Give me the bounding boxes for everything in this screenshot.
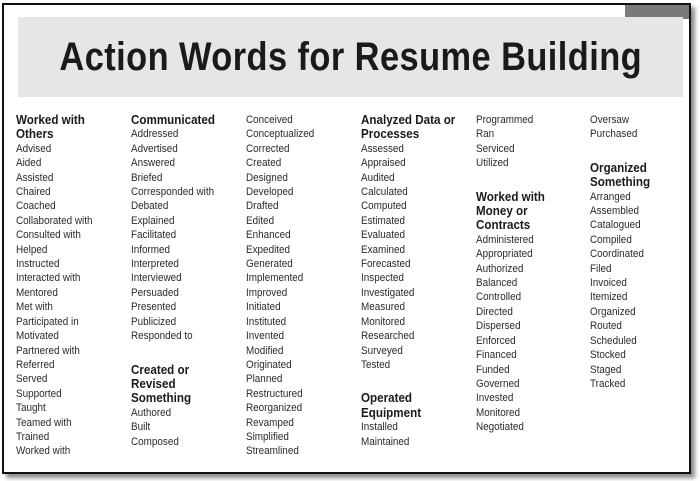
section-heading: Worked with — [476, 189, 545, 204]
action-word: Reorganized — [246, 402, 303, 415]
action-word: Monitored — [361, 315, 406, 328]
action-word: Instituted — [246, 315, 287, 328]
action-word: Originated — [246, 358, 292, 371]
section-heading: Created or — [131, 362, 190, 377]
action-word: Balanced — [476, 277, 518, 290]
section-heading: Money or — [476, 204, 528, 219]
section-heading: Revised — [131, 376, 176, 391]
action-word: Addressed — [131, 128, 179, 141]
action-word: Edited — [246, 214, 275, 227]
action-word: Evaluated — [361, 229, 406, 242]
action-word: Invoiced — [590, 277, 627, 290]
section-heading: Something — [590, 175, 651, 190]
word-column — [131, 113, 243, 449]
title-bar — [18, 17, 683, 97]
word-column — [246, 113, 358, 459]
action-word: Conceptualized — [246, 128, 315, 141]
action-word: Coached — [16, 200, 56, 213]
action-word: Ran — [476, 128, 495, 141]
action-word: Presented — [131, 301, 177, 314]
action-word: Invented — [246, 330, 284, 343]
action-word: Interpreted — [131, 258, 179, 271]
action-word: Interacted with — [16, 272, 81, 285]
section-heading: Others — [16, 127, 54, 142]
action-word: Advised — [16, 142, 52, 155]
action-word: Assisted — [16, 171, 54, 184]
section-heading: Processes — [361, 127, 420, 142]
action-word: Staged — [590, 363, 622, 376]
section-heading: Communicated — [131, 113, 215, 127]
section-gap — [131, 344, 243, 363]
section-heading: Equipment — [361, 405, 422, 420]
action-word: Surveyed — [361, 344, 403, 357]
action-word: Instructed — [16, 258, 60, 271]
section-heading: Worked with — [16, 113, 85, 127]
action-word: Conceived — [246, 114, 293, 126]
action-word: Appraised — [361, 157, 406, 170]
action-word: Maintained — [361, 435, 410, 448]
section-gap — [590, 142, 700, 161]
action-word: Arranged — [590, 190, 631, 203]
action-word: Oversaw — [590, 114, 630, 126]
action-word: Audited — [361, 171, 395, 184]
action-word: Serviced — [476, 142, 515, 155]
action-word: Installed — [361, 421, 398, 434]
action-word: Generated — [246, 258, 293, 271]
action-word: Enhanced — [246, 229, 291, 242]
action-word: Authorized — [476, 262, 524, 275]
action-word: Assembled — [590, 205, 639, 218]
action-word: Taught — [16, 402, 46, 415]
action-word: Tested — [361, 358, 391, 371]
action-word: Itemized — [590, 291, 628, 304]
action-word: Utilized — [476, 157, 509, 170]
action-word: Forecasted — [361, 258, 411, 271]
action-word: Examined — [361, 243, 406, 256]
action-word: Financed — [476, 349, 517, 362]
section-heading: Organized — [590, 160, 647, 175]
action-word: Teamed with — [16, 416, 72, 429]
action-word: Trained — [16, 430, 50, 443]
section-heading: Something — [131, 391, 192, 406]
section-heading: Contracts — [476, 218, 531, 233]
action-word: Funded — [476, 363, 510, 376]
action-word: Assessed — [361, 142, 404, 155]
action-word: Served — [16, 373, 48, 386]
action-word: Stocked — [590, 349, 626, 362]
action-word: Mentored — [16, 286, 58, 299]
action-word: Referred — [16, 358, 55, 371]
action-word: Partnered with — [16, 344, 80, 357]
action-word: Informed — [131, 243, 171, 256]
action-word: Designed — [246, 171, 288, 184]
action-word: Governed — [476, 377, 520, 390]
action-word: Corresponded with — [131, 186, 215, 199]
page-title: Action Words for Resume Building — [59, 34, 642, 79]
action-word: Tracked — [590, 377, 626, 390]
action-word: Created — [246, 157, 282, 170]
action-word: Monitored — [476, 406, 521, 419]
section-heading: Operated — [361, 391, 413, 406]
action-word: Calculated — [361, 186, 408, 199]
action-word: Initiated — [246, 301, 281, 314]
action-word: Responded to — [131, 330, 193, 343]
action-word: Publicized — [131, 315, 177, 328]
action-word: Restructured — [246, 387, 303, 400]
action-word: Briefed — [131, 171, 163, 184]
action-word: Aided — [16, 157, 42, 170]
action-word: Controlled — [476, 291, 522, 304]
action-word: Explained — [131, 214, 175, 227]
action-word: Expedited — [246, 243, 291, 256]
action-word: Researched — [361, 330, 415, 343]
action-word: Invested — [476, 392, 514, 405]
action-word: Persuaded — [131, 286, 179, 299]
action-word: Collaborated with — [16, 214, 93, 227]
action-word: Inspected — [361, 272, 404, 285]
action-word: Purchased — [590, 128, 638, 141]
action-word: Motivated — [16, 330, 59, 343]
action-word: Modified — [246, 344, 284, 357]
word-column — [16, 113, 128, 459]
action-word: Routed — [590, 320, 622, 333]
action-word: Helped — [16, 243, 48, 256]
action-word: Supported — [16, 387, 62, 400]
action-word: Coordinated — [590, 248, 644, 261]
action-word: Appropriated — [476, 248, 533, 261]
action-word: Composed — [131, 435, 179, 448]
action-word: Improved — [246, 286, 288, 299]
section-gap — [476, 171, 588, 190]
action-word: Directed — [476, 305, 513, 318]
action-word: Administered — [476, 233, 534, 246]
action-word: Implemented — [246, 272, 304, 285]
action-word: Debated — [131, 200, 169, 213]
action-word: Dispersed — [476, 320, 521, 333]
action-word: Filed — [590, 262, 612, 275]
action-word: Scheduled — [590, 334, 637, 347]
action-word: Revamped — [246, 416, 294, 429]
action-word: Investigated — [361, 286, 415, 299]
action-word: Corrected — [246, 142, 290, 155]
action-word: Built — [131, 421, 151, 434]
action-word: Compiled — [590, 233, 632, 246]
action-word: Simplified — [246, 430, 289, 443]
action-word: Catalogued — [590, 219, 641, 232]
action-word: Advertised — [131, 142, 178, 155]
action-word: Consulted with — [16, 229, 81, 242]
action-word: Organized — [590, 305, 636, 318]
action-word: Answered — [131, 157, 176, 170]
action-word: Chaired — [16, 186, 51, 199]
action-word: Enforced — [476, 334, 516, 347]
action-word: Planned — [246, 373, 283, 386]
section-gap — [361, 372, 473, 391]
action-word: Met with — [16, 301, 53, 314]
action-word: Negotiated — [476, 421, 524, 434]
action-word: Participated in — [16, 315, 79, 328]
action-word: Computed — [361, 200, 407, 213]
word-column — [590, 113, 700, 391]
action-word: Drafted — [246, 200, 279, 213]
action-word: Authored — [131, 406, 172, 419]
action-word: Measured — [361, 301, 406, 314]
action-word: Worked with — [16, 445, 71, 458]
section-heading: Analyzed Data or — [361, 113, 456, 127]
action-word: Estimated — [361, 214, 406, 227]
action-word: Programmed — [476, 114, 534, 126]
word-column — [476, 113, 588, 435]
action-word: Interviewed — [131, 272, 182, 285]
word-column — [361, 113, 473, 449]
action-word: Developed — [246, 186, 294, 199]
action-word: Facilitated — [131, 229, 177, 242]
action-word: Streamlined — [246, 445, 299, 458]
